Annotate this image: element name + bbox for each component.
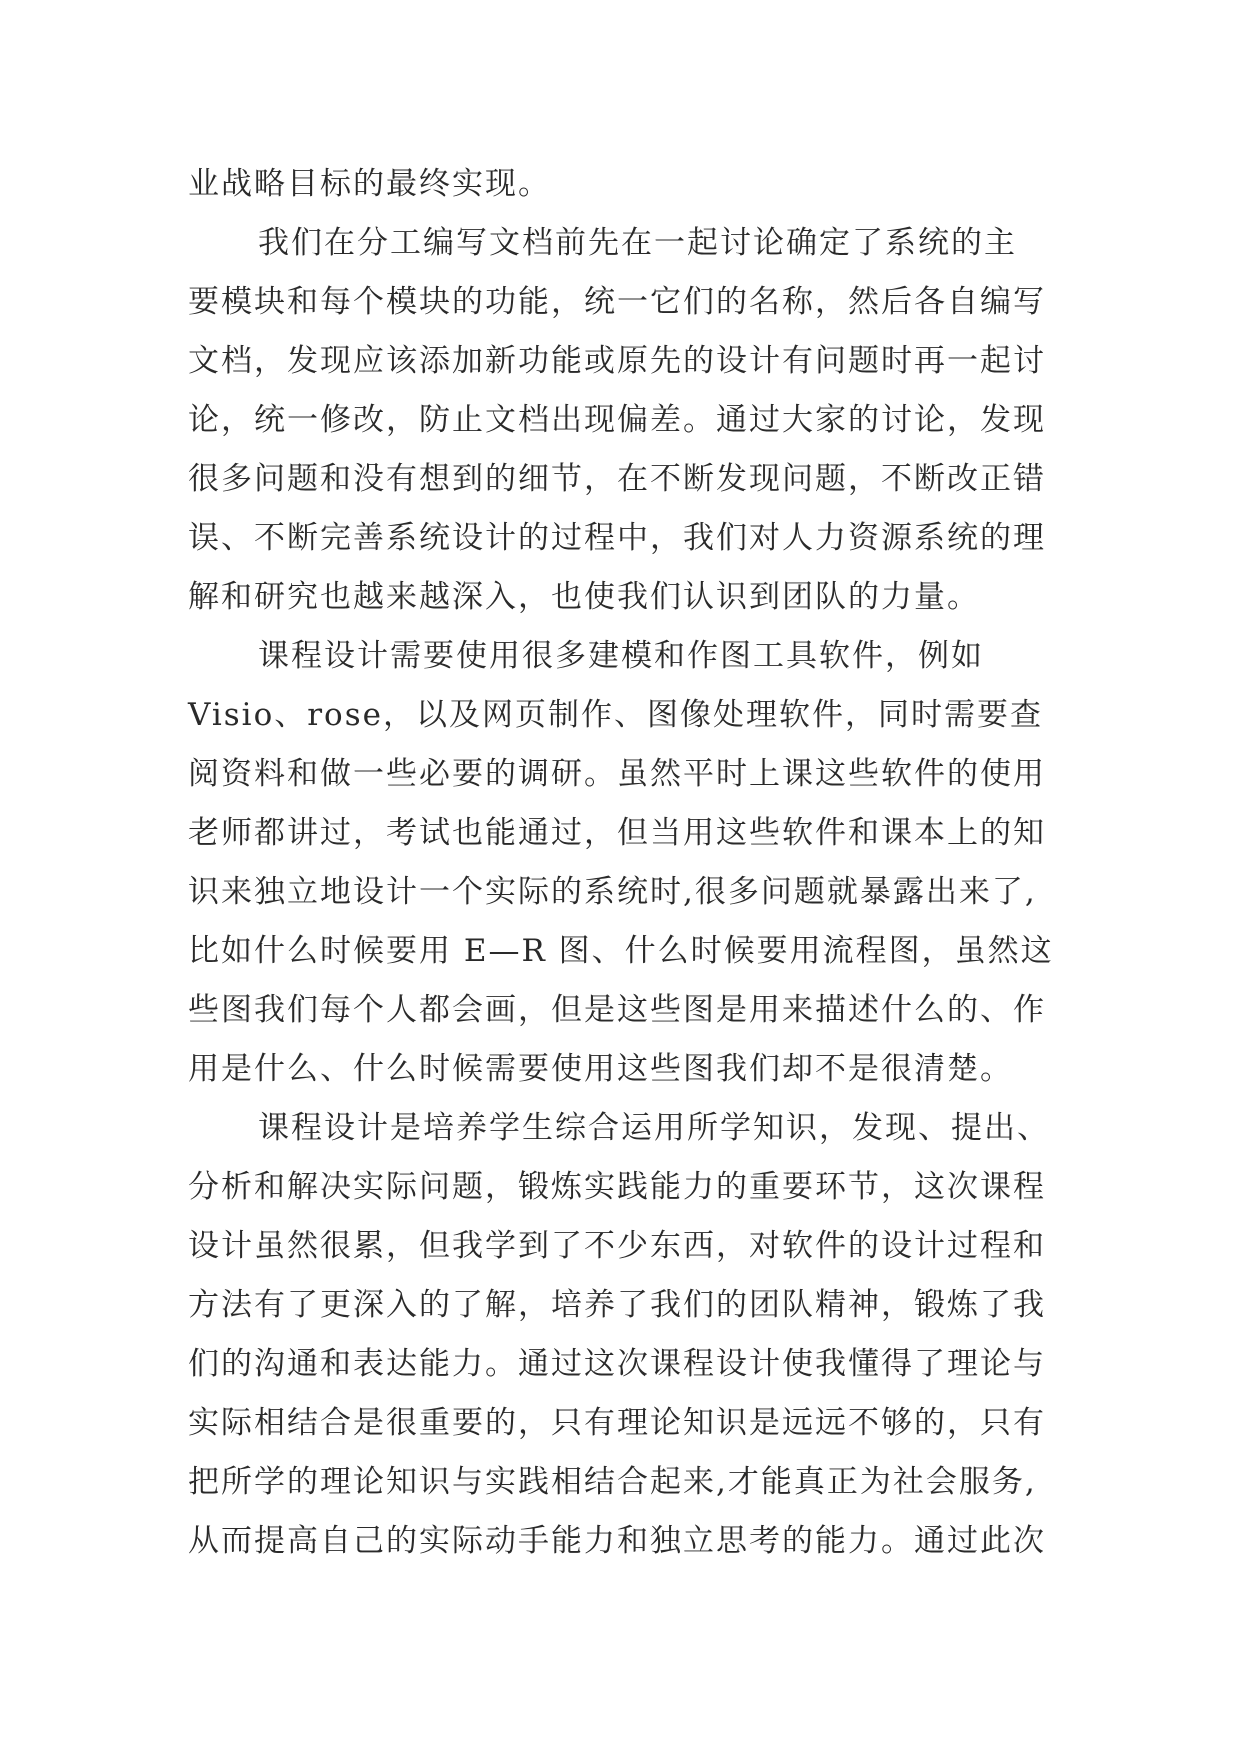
text-line: 们的沟通和表达能力。通过这次课程设计使我懂得了理论与 <box>188 1346 1046 1382</box>
paragraph-start-line: 我们在分工编写文档前先在一起讨论确定了系统的主 <box>258 225 1017 261</box>
text-line: 老师都讲过，考试也能通过，但当用这些软件和课本上的知 <box>188 815 1046 851</box>
text-line: 业战略目标的最终实现。 <box>188 166 551 202</box>
paragraph-start-line: 课程设计是培养学生综合运用所学知识，发现、提出、 <box>258 1110 1050 1146</box>
text-line: 阅资料和做一些必要的调研。虽然平时上课这些软件的使用 <box>188 756 1046 792</box>
text-line: 论，统一修改，防止文档出现偏差。通过大家的讨论，发现 <box>188 402 1046 438</box>
text-line: 比如什么时候要用 E—R 图、什么时候要用流程图，虽然这 <box>188 933 1054 969</box>
text-line: 文档，发现应该添加新功能或原先的设计有问题时再一起讨 <box>188 343 1046 379</box>
text-line: 分析和解决实际问题，锻炼实践能力的重要环节，这次课程 <box>188 1169 1046 1205</box>
text-line: Visio、rose，以及网页制作、图像处理软件，同时需要查 <box>188 697 1043 733</box>
text-line: 实际相结合是很重要的，只有理论知识是远远不够的，只有 <box>188 1405 1046 1441</box>
text-line: 用是什么、什么时候需要使用这些图我们却不是很清楚。 <box>188 1051 1013 1087</box>
text-line: 方法有了更深入的了解，培养了我们的团队精神，锻炼了我 <box>188 1287 1046 1323</box>
text-line: 些图我们每个人都会画，但是这些图是用来描述什么的、作 <box>188 992 1046 1028</box>
paragraph-start-line: 课程设计需要使用很多建模和作图工具软件，例如 <box>258 638 984 674</box>
text-line: 把所学的理论知识与实践相结合起来,才能真正为社会服务, <box>188 1464 1037 1500</box>
text-line: 设计虽然很累，但我学到了不少东西，对软件的设计过程和 <box>188 1228 1046 1264</box>
text-line: 从而提高自己的实际动手能力和独立思考的能力。通过此次 <box>188 1523 1046 1559</box>
body-text <box>188 155 1088 1571</box>
text-line: 要模块和每个模块的功能，统一它们的名称，然后各自编写 <box>188 284 1046 320</box>
text-line: 误、不断完善系统设计的过程中，我们对人力资源系统的理 <box>188 520 1046 556</box>
text-line: 很多问题和没有想到的细节，在不断发现问题，不断改正错 <box>188 461 1046 497</box>
text-line: 识来独立地设计一个实际的系统时,很多问题就暴露出来了, <box>188 874 1037 910</box>
text-line: 解和研究也越来越深入，也使我们认识到团队的力量。 <box>188 579 980 615</box>
